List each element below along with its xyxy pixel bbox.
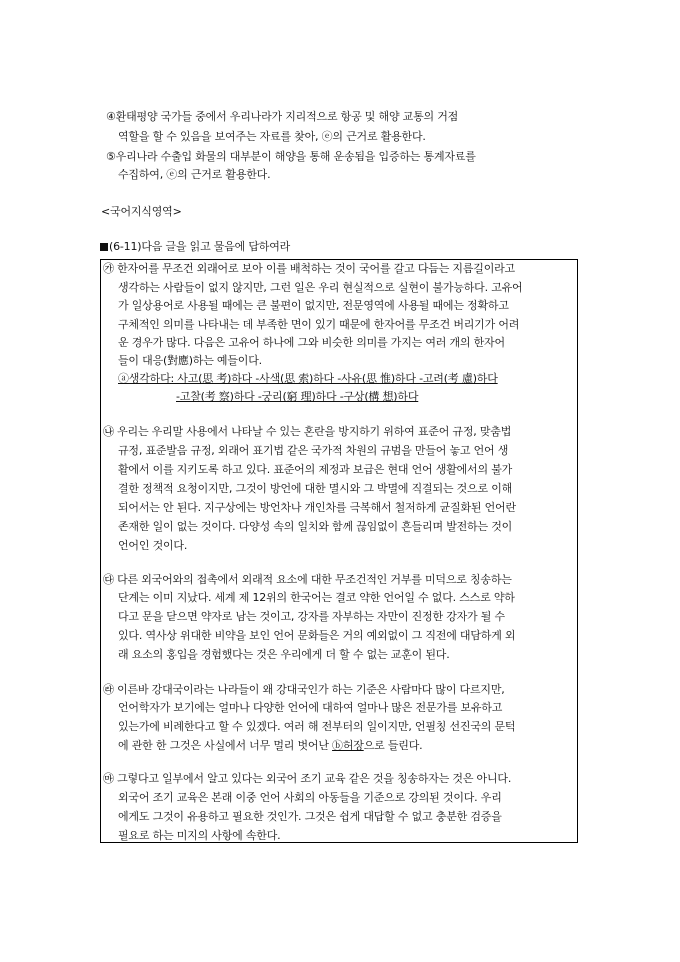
passage-ga-example-line2: -고찰(考 察)하다 -궁리(窮 理)하다 -구상(構 想)하다: [176, 390, 419, 403]
intro-item-5-line2: 수집하여, ⓔ의 근거로 활용한다.: [118, 168, 271, 181]
passage-da-line: 단계는 이미 지났다. 세계 제 12위의 한국어는 결코 약한 언어일 수 없다. 스스로 약하: [118, 591, 515, 604]
passage-na-line: 언어인 것이다.: [118, 539, 188, 552]
passage-da-line: 있다. 역사상 위대한 비약을 보인 언어 문화들은 거의 예외없이 그 직전에 대담하게 외: [118, 629, 516, 642]
passage-da-line: ㉰ 다른 외국어와의 접촉에서 외래적 요소에 대한 무조건적인 거부를 미덕으로 칭송하는: [103, 573, 512, 586]
passage-ga-line: 운 경우가 많다. 다음은 고유어 하나에 그와 비슷한 의미를 가지는 여러 개의 한자어: [118, 336, 505, 349]
passage-da-line: 래 요소의 홍입을 경험했다는 것은 우리에게 더 할 수 없는 교훈이 된다.: [118, 648, 450, 661]
passage-na-line: 결한 정책적 요청이지만, 그것이 방언에 대한 멸시와 그 박멸에 직결되는 것으로 이해: [118, 482, 513, 495]
passage-ra-line: 있는가에 비례한다고 할 수 있겠다. 여러 해 전부터의 일이지만, 언필칭 선진국의 문턱: [118, 720, 516, 733]
intro-item-4-line2: 역할을 할 수 있음을 보여주는 자료를 찾아, ⓔ의 근거로 활용한다.: [118, 130, 426, 143]
passage-ga-line: 구체적인 의미를 나타내는 데 부족한 면이 있기 때문에 한자어를 무조건 버리기가 어려: [118, 318, 520, 331]
passage-na-line: 존재한 일이 없는 것이다. 다양성 속의 일치와 함께 끊임없이 흔들리며 발전하는 것이: [118, 520, 513, 533]
passage-ma-line: 외국어 조기 교육은 본래 이중 언어 사회의 아동들을 기준으로 강의된 것이다. 우리: [118, 791, 502, 804]
section-title: <국어지식영역>: [101, 205, 182, 218]
passage-na-line: ㉯ 우리는 우리말 사용에서 나타날 수 있는 혼란을 방지하기 위하여 표준어 규정, 맞춤법: [103, 425, 512, 438]
question-header-text: (6-11)다음 글을 읽고 물음에 답하여라: [109, 240, 291, 253]
passage-ga-line: ㉮ 한자어를 무조건 외래어로 보아 이를 배척하는 것이 국어를 갈고 다듬는 지름길이라고: [103, 262, 515, 275]
passage-ga-line: 가 일상용어로 사용될 때에는 큰 불편이 없지만, 전문영역에 사용될 때에는 정확하고: [118, 299, 509, 312]
passage-na-line: 활에서 이를 지키도록 하고 있다. 표준어의 제정과 보급은 현대 언어 생활에서의 불가: [118, 463, 513, 476]
passage-na-line: 되어서는 안 된다. 지구상에는 방언차나 개인차를 극복해서 철저하게 균질화된 언어란: [118, 501, 516, 514]
passage-ma-line: ㉲ 그렇다고 일부에서 알고 있다는 외국어 조기 교육 같은 것을 칭송하자는 것은 아니다.: [103, 772, 512, 785]
passage-ra-line4-post: 으로 들린다.: [363, 739, 423, 752]
passage-na-line: 규정, 표준발음 규정, 외래어 표기법 같은 국가적 차원의 규범을 만들어 놓고 언어 생: [118, 444, 509, 457]
intro-item-4-line1: ④환태평양 국가들 중에서 우리나라가 지리적으로 항공 및 해양 교통의 거점: [106, 110, 459, 123]
passage-ga-example-line1: ⓐ생각하다: 사고(思 考)하다 -사색(思 索)하다 -사유(思 惟)하다 -고려(考 慮)하다: [118, 372, 498, 385]
passage-ra-line4-pre: 에 관한 한 그것은 사실에서 너무 멀리 벗어난: [118, 739, 333, 752]
passage-ra-line: 언어학자가 보기에는 얼마나 다양한 언어에 대하여 얼마나 많은 전문가를 보유하고: [118, 701, 503, 714]
intro-item-5-line1: ⑤우리나라 수출입 화물의 대부분이 해양을 통해 운송됨을 입증하는 통계자료를: [106, 150, 476, 163]
passage-ra-line: ㉱ 이른바 강대국이라는 나라들이 왜 강대국인가 하는 기준은 사람마다 많이 다르지만,: [103, 683, 505, 696]
underlined-term-b: ⓑ허장: [332, 739, 364, 752]
passage-ra-line4: [118, 738, 422, 754]
passage-ga-line: 생각하는 사람들이 없지 않지만, 그런 일은 우리 현실적으로 실현이 불가능하다. 고유어: [118, 281, 523, 294]
passage-da-line: 다고 문을 닫으면 약자로 남는 것이고, 강자를 자부하는 자만이 진정한 강자가 될 수: [118, 610, 505, 623]
passage-ma-line: 필요로 하는 미지의 사항에 속한다.: [118, 829, 281, 842]
question-header: [100, 239, 290, 255]
passage-ma-line: 에게도 그것이 유용하고 필요한 것인가. 그것은 쉽게 대답할 수 없고 충분한 검증을: [118, 810, 502, 823]
square-bullet-icon: [100, 243, 108, 251]
passage-ga-line: 들이 대응(對應)하는 예들이다.: [118, 354, 262, 367]
